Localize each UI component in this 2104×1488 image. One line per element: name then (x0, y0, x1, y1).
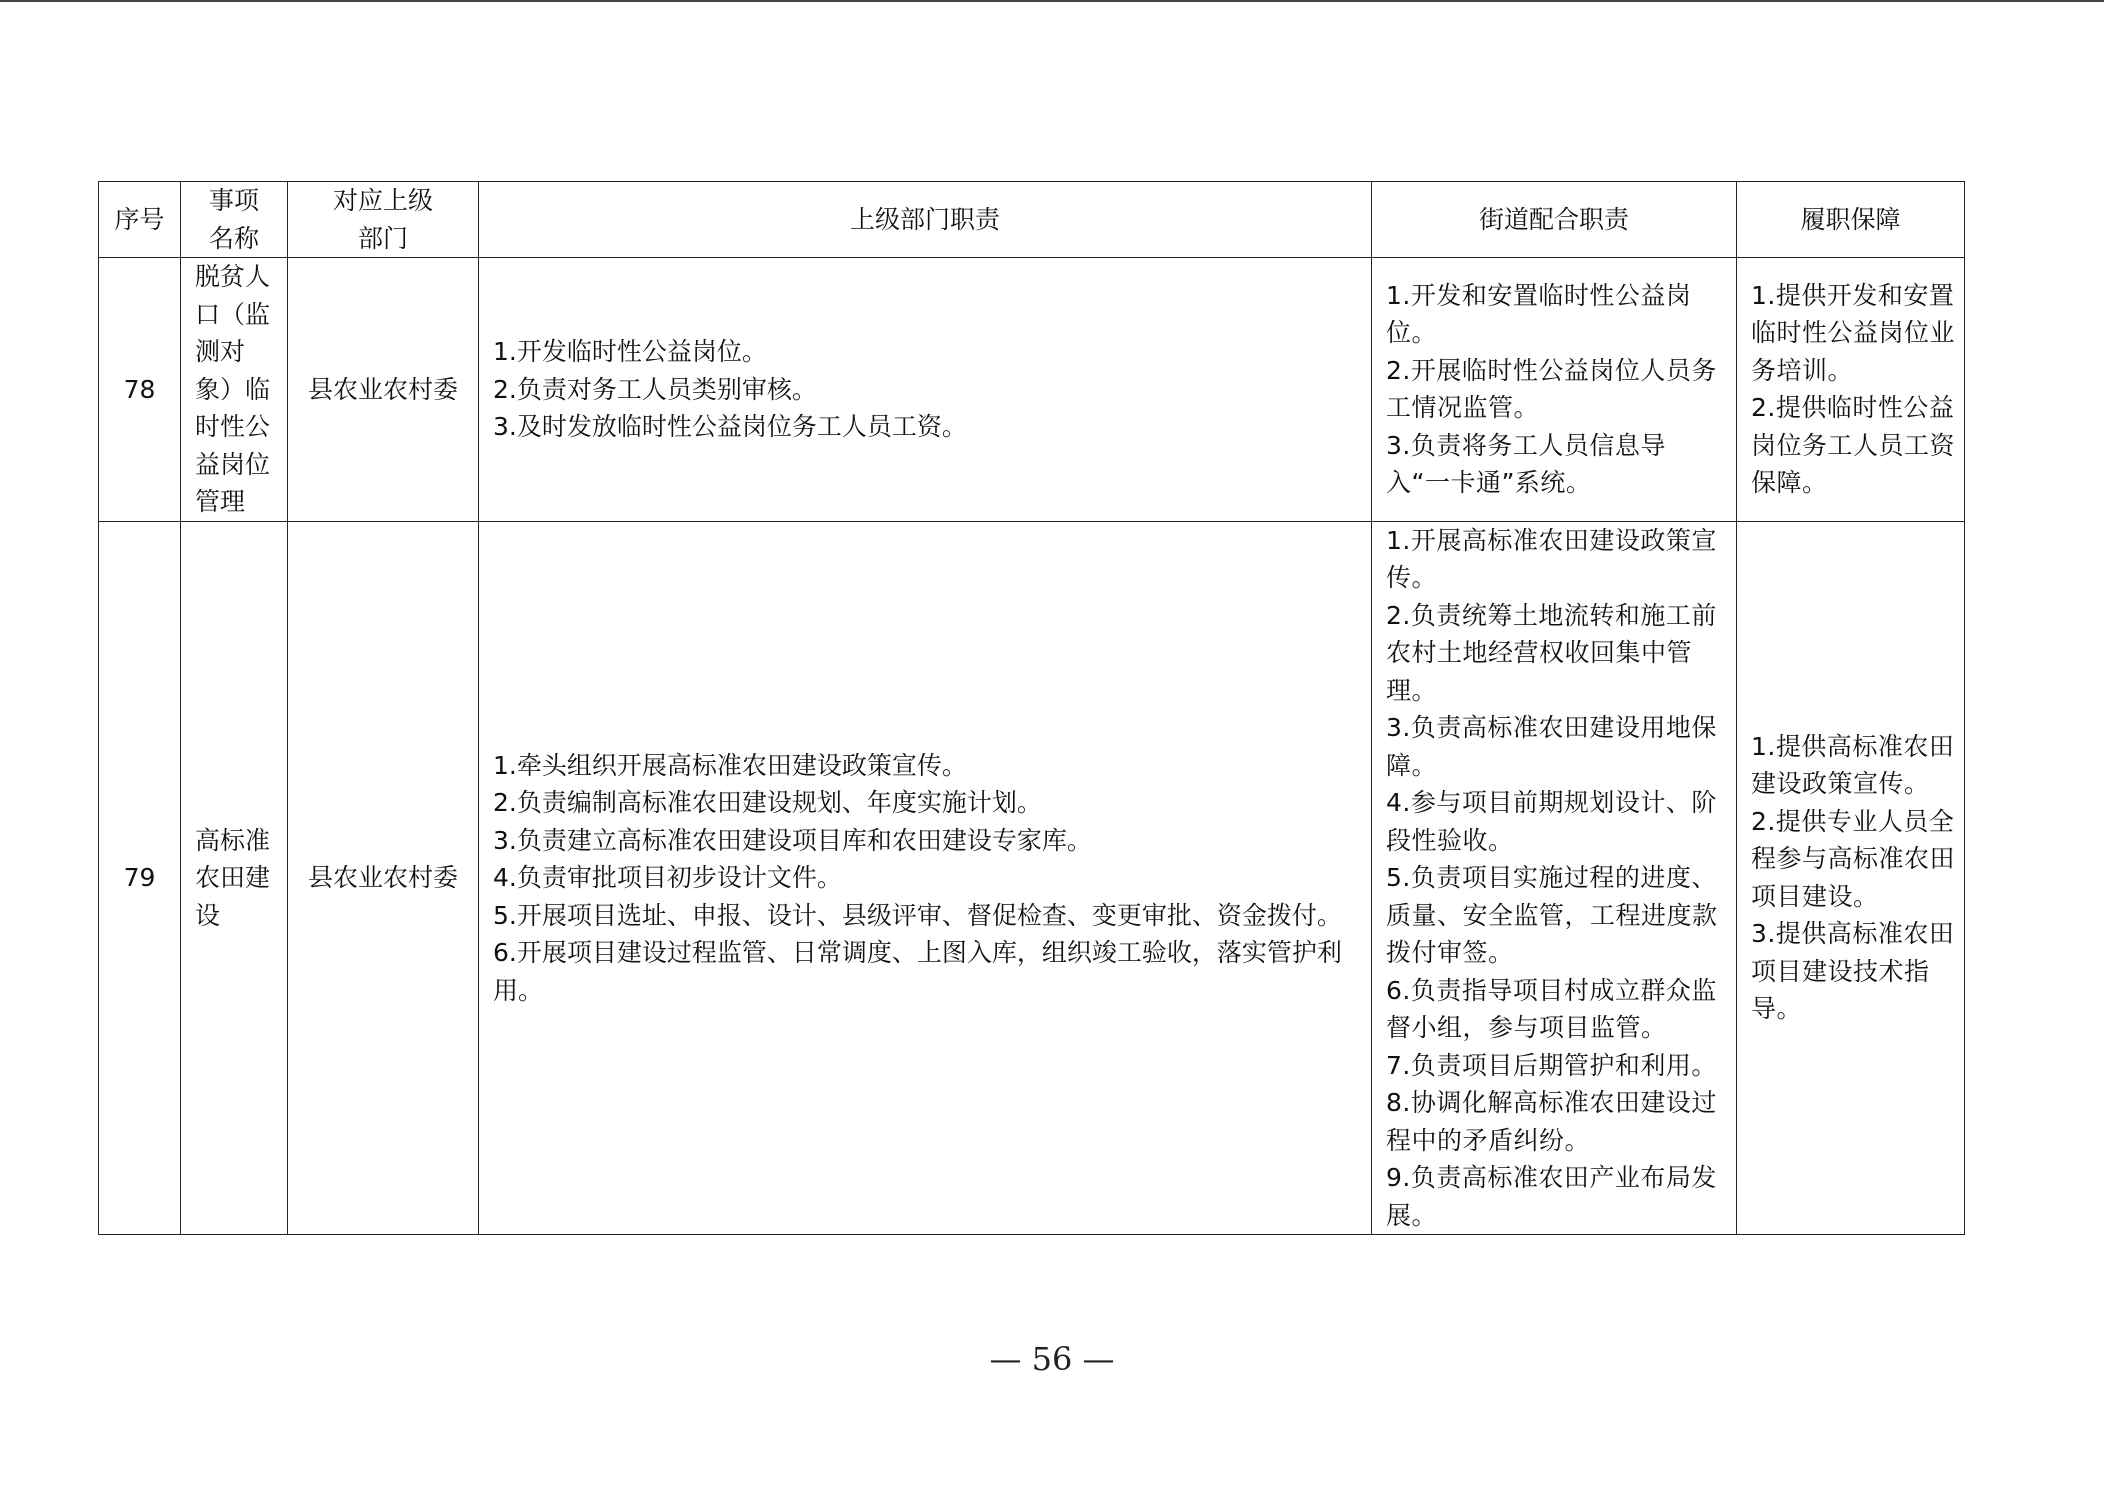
header-street: 街道配合职责 (1372, 182, 1737, 258)
header-row (99, 182, 1965, 258)
duty-line: 2.开展临时性公益岗位人员务工情况监管。 (1386, 355, 1717, 423)
duty-line: 7.负责项目后期管护和利用。 (1386, 1050, 1717, 1080)
duty-line: 2.负责统筹土地流转和施工前农村土地经营权收回集中管理。 (1386, 600, 1717, 705)
row-street-duties (1372, 521, 1737, 1235)
duty-line: 2.提供专业人员全程参与高标准农田项目建设。 (1751, 806, 1956, 911)
header-upper: 上级部门职责 (479, 182, 1372, 258)
duty-line: 8.协调化解高标准农田建设过程中的矛盾纠纷。 (1386, 1088, 1717, 1155)
duty-line: 1.提供高标准农田建设政策宣传。 (1751, 731, 1955, 799)
duty-line: 5.开展项目选址、申报、设计、县级评审、督促检查、变更审批、资金拨付。 (493, 900, 1342, 930)
duty-line: 3.及时发放临时性公益岗位务工人员工资。 (493, 412, 967, 441)
row-guarantee (1737, 258, 1965, 522)
duty-line: 2.提供临时性公益岗位务工人员工资保障。 (1751, 393, 1956, 498)
header-guarantee: 履职保障 (1737, 182, 1965, 258)
header-name-text: 事项名称 (208, 186, 259, 253)
duty-line: 6.开展项目建设过程监管、日常调度、上图入库，组织竣工验收，落实管护利用。 (493, 938, 1342, 1005)
duty-line: 5.负责项目实施过程的进度、质量、安全监管，工程进度款拨付审签。 (1386, 863, 1718, 967)
row-item-name: 脱贫人口（监测对象）临时性公益岗位管理 (181, 258, 288, 522)
row-dept: 县农业农村委 (288, 521, 479, 1235)
duty-line: 3.负责建立高标准农田建设项目库和农田建设专家库。 (493, 825, 1092, 855)
header-dept (288, 182, 479, 258)
top-border-rule (0, 0, 2104, 2)
duty-line: 4.负责审批项目初步设计文件。 (493, 863, 842, 892)
duty-line: 4.参与项目前期规划设计、阶段性验收。 (1386, 788, 1717, 855)
table-row (99, 521, 1965, 1235)
duty-line: 1.开发和安置临时性公益岗位。 (1386, 280, 1692, 348)
duty-line: 1.牵头组织开展高标准农田建设政策宣传。 (493, 750, 967, 780)
header-dept-text: 对应上级部门 (332, 186, 433, 253)
duty-line: 1.开发临时性公益岗位。 (493, 337, 767, 366)
row-guarantee (1737, 521, 1965, 1235)
duty-line: 6.负责指导项目村成立群众监督小组，参与项目监管。 (1386, 975, 1717, 1042)
duty-line: 1.提供开发和安置临时性公益岗位业务培训。 (1751, 280, 1956, 385)
duty-line: 3.负责高标准农田建设用地保障。 (1386, 713, 1717, 780)
header-name (181, 182, 288, 258)
page-number: — 56 — (989, 1340, 1115, 1378)
row-upper-duties (479, 258, 1372, 522)
duty-line: 9.负责高标准农田产业布局发展。 (1386, 1163, 1717, 1230)
header-num: 序号 (99, 182, 181, 258)
duty-table (98, 181, 1965, 1235)
row-upper-duties (479, 521, 1372, 1235)
table-row (99, 258, 1965, 522)
row-street-duties (1372, 258, 1737, 522)
row-num: 78 (99, 258, 181, 522)
row-dept: 县农业农村委 (288, 258, 479, 522)
duty-line: 2.负责对务工人员类别审核。 (493, 374, 817, 404)
row-num: 79 (99, 521, 181, 1235)
row-item-name: 高标准农田建设 (181, 521, 288, 1235)
duty-line: 3.提供高标准农田项目建设技术指导。 (1751, 919, 1955, 1024)
duty-line: 3.负责将务工人员信息导入“一卡通”系统。 (1386, 430, 1666, 498)
duty-line: 1.开展高标准农田建设政策宣传。 (1386, 525, 1717, 592)
duty-line: 2.负责编制高标准农田建设规划、年度实施计划。 (493, 788, 1042, 817)
